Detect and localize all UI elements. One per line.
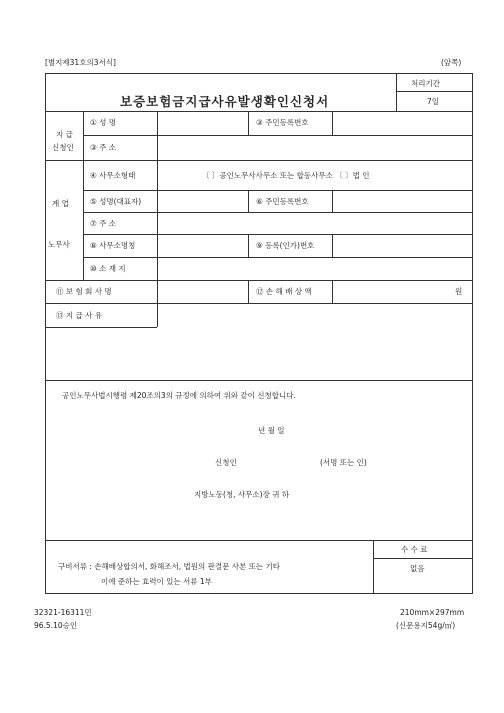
declaration-text: 공인노무사법시행령 제20조의3의 규정에 의하여 위와 같이 신청합니다. [62, 391, 296, 400]
processing-value: 7일 [427, 97, 440, 106]
required-documents-line-2: 이에 준하는 효력이 있는 서류 1부 [101, 577, 212, 586]
addressee: 지방노동(청, 사무소)장 귀 하 [194, 490, 290, 499]
signature-note: (서명 또는 인) [320, 458, 367, 467]
fee-label: 수 수 료 [401, 545, 428, 554]
footer-code: 32321-16311민 [34, 608, 92, 617]
required-documents-line-1: 구비서류 : 손해배상합의서, 화해조서, 법원의 판결문 사본 또는 기타 [58, 562, 280, 571]
paper-type: (신문용지54g/㎡) [396, 621, 456, 630]
processing-label: 처리기간 [411, 79, 440, 88]
footer-approval-date: 96.5.10승인 [34, 621, 78, 630]
agent-section-label-2: 노무사 [48, 240, 70, 249]
registration-number-label: ⑨ 등록(인가)번호 [256, 241, 315, 250]
office-type-options: 〔 〕공인노무사사무소 또는 합동사무소 〔 〕법 인 [202, 171, 370, 180]
paper-size: 210mm×297mm [400, 608, 465, 617]
fee-value: 없음 [410, 564, 425, 573]
applicant-name-label: ① 성 명 [90, 118, 116, 127]
applicant-signature-label: 신청인 [215, 458, 237, 467]
representative-rrn-label: ⑥ 주민등록번호 [256, 197, 309, 206]
applicant-address-label: ③ 주 소 [90, 143, 116, 152]
damage-amount-unit: 원 [455, 287, 463, 296]
representative-name-label: ⑤ 성명(대표자) [90, 197, 142, 206]
form-title: 보증보험금지급사유발생확인신청서 [120, 94, 330, 109]
applicant-section-label-1: 지 급 [56, 130, 73, 139]
insurer-label: ⑪ 보 험 회 사 명 [56, 287, 112, 296]
reason-label: ⑬ 지 급 사 유 [56, 311, 103, 320]
office-location-label: ⑩ 소 재 지 [90, 264, 126, 273]
applicant-rrn-label: ③ 주민등록번호 [256, 118, 309, 127]
applicant-section-label-2: 신청인 [52, 143, 74, 152]
office-type-label: ④ 사무소형태 [90, 171, 136, 180]
damage-amount-label: ⑫ 손 해 배 상 액 [256, 287, 312, 296]
page-side-note: (앞쪽) [441, 58, 462, 67]
form-label: [별지제31호의3서식] [45, 58, 116, 67]
office-name-label: ⑧ 사무소명칭 [90, 241, 136, 250]
agent-section-label-1: 계 업 [52, 199, 69, 208]
date-line: 년 월 일 [258, 426, 285, 435]
agent-address-label: ⑦ 주 소 [90, 219, 116, 228]
